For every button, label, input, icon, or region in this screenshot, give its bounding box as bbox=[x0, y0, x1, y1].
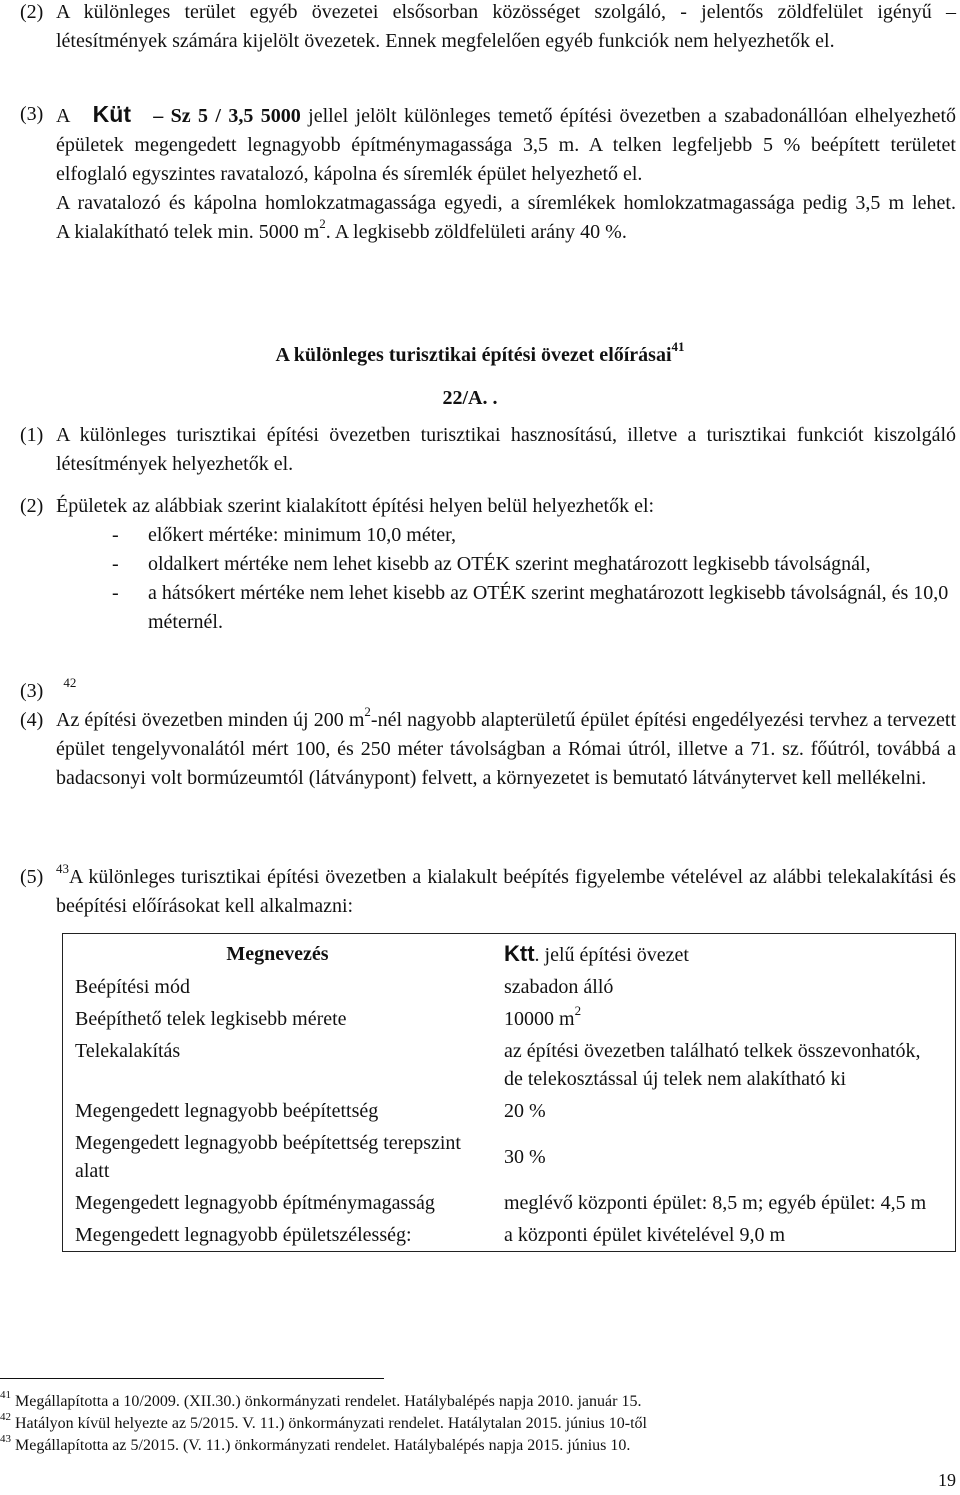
list-item-text: a hátsókert mértéke nem lehet kisebb az OTÉK szerint meghatározott legkisebb távolságnál, és 10,0 méternél. bbox=[148, 582, 949, 633]
zone-code-kut: Küt bbox=[92, 101, 131, 127]
section-heading bbox=[0, 341, 960, 370]
table-header-name: Megnevezés bbox=[226, 943, 329, 965]
paragraph-text: A különleges turisztikai építési övezetben turisztikai hasznosítású, illetve a turisztikai funkciót kiszolgáló létesítmények helyezhetők el. bbox=[56, 424, 956, 475]
footnote bbox=[0, 1432, 960, 1456]
footnote-text: Megállapította az 5/2015. (V. 11.) önkormányzati rendelet. Hatálybalépés napja 2015. június 10. bbox=[15, 1437, 631, 1454]
footnote-number: 42 bbox=[0, 1410, 11, 1423]
paragraph-line-ravatalozo: A ravatalozó és kápolna homlokzatmagassága egyedi, a síremlékek homlokzatmagassága pedig 3,5 m lehet. bbox=[56, 192, 956, 214]
list-item bbox=[112, 521, 956, 550]
superscript: 2 bbox=[574, 1003, 582, 1019]
paragraph-text: Épületek az alábbiak szerint kialakított építési helyen belül helyezhetők el: bbox=[56, 495, 655, 517]
table-cell-label: Megengedett legnagyobb beépítettség bbox=[75, 1100, 379, 1122]
table-cell-value: 20 % bbox=[504, 1100, 546, 1122]
footnote-ref: 41 bbox=[671, 339, 685, 355]
list-item bbox=[112, 579, 956, 637]
table-cell-label: Beépíthető telek legkisebb mérete bbox=[75, 1008, 347, 1030]
zoldfelulet-text: . A legkisebb zöldfelületi arány 40 %. bbox=[325, 221, 627, 243]
table-cell-value bbox=[492, 1003, 956, 1035]
table-cell-label: Megengedett legnagyobb épületszélesség: bbox=[75, 1224, 412, 1246]
paragraph-text-part: -nél nagyobb alapterületű épület építési engedélyezési tervhez a tervezett épület tengelyvonalától mért 100, és 250 méter távolságban a Római útról, illetve a 71. sz. főútról, továbbá a badacsonyi volt bormúzeumtól (látványpont) felvett, a környezetet is bemutató látványtervet kell mellékelni. bbox=[56, 709, 956, 789]
paragraph-number: (2) bbox=[20, 495, 44, 517]
paragraph-number: (3) bbox=[20, 680, 44, 702]
list-item-text: előkert mértéke: minimum 10,0 méter, bbox=[148, 524, 456, 546]
paragraph-2-kulonleges bbox=[20, 0, 956, 56]
superscript: 2 bbox=[364, 704, 371, 720]
page-number: 19 bbox=[938, 1470, 956, 1490]
dash-marker: - bbox=[112, 524, 119, 546]
paragraph-number: (4) bbox=[20, 709, 44, 731]
table-row bbox=[63, 1003, 956, 1035]
footnote-text: Hatályon kívül helyezte az 5/2015. V. 11.) önkormányzati rendelet. Hatálytalan 2015. június 10-től bbox=[15, 1415, 647, 1432]
footnote-number: 43 bbox=[0, 1432, 11, 1445]
footnote-ref: 42 bbox=[63, 675, 77, 691]
footnote bbox=[0, 1388, 960, 1412]
table-cell-label: Telekalakítás bbox=[75, 1040, 181, 1062]
paragraph-text: A különleges terület egyéb övezetei elsősorban közösséget szolgáló, - jelentős zöldfelület igényű – létesítmények számára kijelölt övezetek. Ennek megfelelően egyéb funkciók nem helyezhetők el. bbox=[56, 1, 956, 52]
telek-text: A kialakítható telek min. 5000 m bbox=[56, 221, 320, 243]
table-header-row bbox=[63, 934, 956, 972]
table-cell-value: szabadon álló bbox=[504, 976, 614, 998]
paragraph-3-repealed bbox=[20, 677, 956, 706]
list-item bbox=[112, 550, 956, 579]
zone-code-ktt: Ktt bbox=[504, 941, 535, 966]
footnote-separator bbox=[0, 1378, 384, 1379]
paragraph-3-kut bbox=[20, 100, 956, 247]
footnote-number: 41 bbox=[0, 1388, 11, 1401]
table-row bbox=[63, 1187, 956, 1219]
heading-title: A különleges turisztikai építési övezet előírásai bbox=[275, 344, 672, 366]
table-cell-value: 30 % bbox=[504, 1146, 546, 1168]
paragraph-number: (3) bbox=[20, 103, 44, 125]
section-number: 22/A. . bbox=[442, 387, 498, 409]
zone-label: . jelű építési övezet bbox=[534, 944, 689, 966]
paragraph-1 bbox=[20, 421, 956, 479]
table-row bbox=[63, 1035, 956, 1095]
paragraph-text-part: Az építési övezetben minden új 200 m bbox=[56, 709, 365, 731]
list-item-text: oldalkert mértéke nem lehet kisebb az OTÉK szerint meghatározott legkisebb távolságnál, bbox=[148, 553, 871, 575]
table-cell-value: meglévő központi épület: 8,5 m; egyéb épület: 4,5 m bbox=[504, 1192, 927, 1214]
footnote bbox=[0, 1410, 960, 1434]
paragraph-text bbox=[56, 100, 956, 189]
paragraph-line-telek bbox=[56, 218, 956, 247]
paragraph-4 bbox=[20, 706, 956, 793]
zone-parameters: – Sz 5 / 3,5 5000 bbox=[153, 105, 301, 127]
dash-marker: - bbox=[112, 553, 119, 575]
footnote-ref: 43 bbox=[56, 861, 69, 877]
table-cell-label: Megengedett legnagyobb építménymagasság bbox=[75, 1192, 435, 1214]
paragraph-5 bbox=[20, 863, 956, 921]
paragraph-text bbox=[56, 863, 956, 921]
superscript: 2 bbox=[319, 216, 326, 232]
table-cell-label: Beépítési mód bbox=[75, 976, 190, 998]
table-header-zone bbox=[492, 934, 956, 972]
footnote-text: Megállapította a 10/2009. (XII.30.) önkormányzati rendelet. Hatálybalépés napja 2010. január 15. bbox=[15, 1393, 642, 1410]
paragraph-2 bbox=[20, 492, 956, 521]
table-row bbox=[63, 1127, 956, 1187]
article-a: A bbox=[56, 105, 71, 127]
paragraph-text-part: jellel jelölt különleges temető építési övezetben a szabadonállóan elhelyezhető épületek megengedett legnagyobb építménymagassága 3,5 m. A telken legfeljebb 5 % beépített területet elfoglaló egyszintes ravatalozó, kápolna és síremlék épület helyezhető el. bbox=[56, 105, 956, 185]
paragraph-number: (2) bbox=[20, 1, 44, 23]
table-row bbox=[63, 1219, 956, 1252]
table-cell-value: az építési övezetben található telkek összevonhatók, de telekosztással új telek nem alakítható ki bbox=[504, 1040, 921, 1090]
table-row bbox=[63, 1095, 956, 1127]
paragraph-number: (1) bbox=[20, 424, 44, 446]
table-cell-label: Megengedett legnagyobb beépítettség terepszint alatt bbox=[75, 1132, 461, 1182]
paragraph-text bbox=[56, 706, 956, 793]
value-text: 10000 m bbox=[504, 1008, 575, 1030]
dash-list bbox=[112, 521, 956, 637]
paragraph-number: (5) bbox=[20, 866, 44, 888]
dash-marker: - bbox=[112, 582, 119, 604]
table-row bbox=[63, 971, 956, 1003]
zone-requirements-table bbox=[62, 933, 956, 1252]
table-cell-value: a központi épület kivételével 9,0 m bbox=[504, 1224, 786, 1246]
paragraph-text-part: A különleges turisztikai építési övezetben a kialakult beépítés figyelembe vételével az alábbi telekalakítási és beépítési előírásokat kell alkalmazni: bbox=[56, 866, 956, 917]
